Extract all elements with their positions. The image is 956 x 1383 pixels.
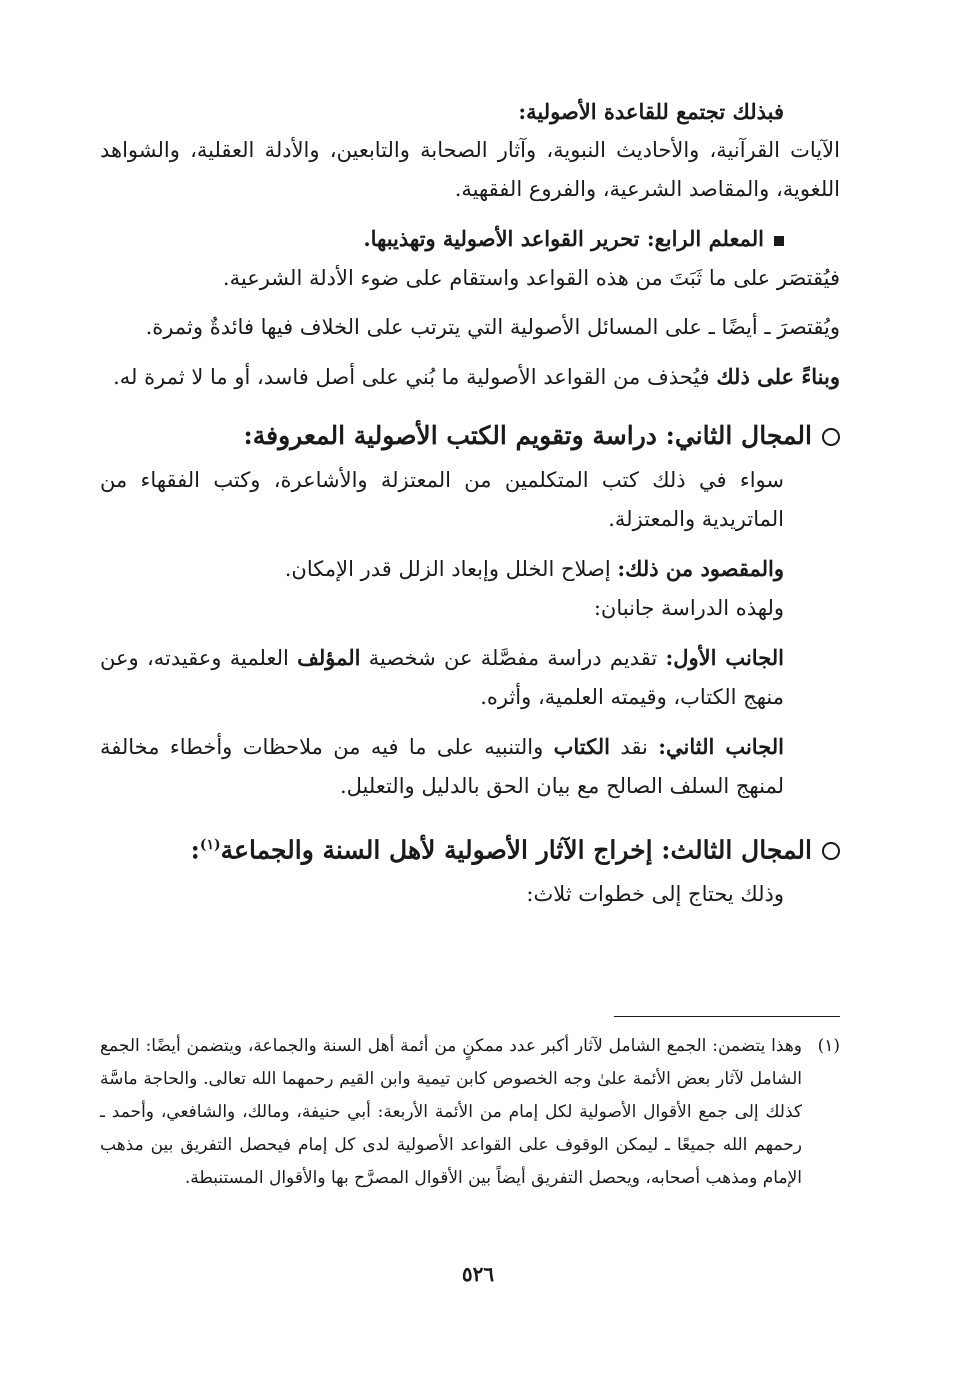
circle-bullet-icon bbox=[822, 842, 840, 860]
first-aspect-text-a: تقديم دراسة مفصَّلة عن شخصية bbox=[360, 646, 666, 670]
restrict-paragraph: فيُقتصَر على ما ثَبَتَ من هذه القواعد واستقام على ضوء الأدلة الشرعية. bbox=[222, 266, 840, 290]
sources-list-paragraph: الآيات القرآنية، والأحاديث النبوية، وآثار الصحابة والتابعين، والأدلة العقلية، والشواهد اللغوية، والمقاصد الشرعية، والفروع الفقهية. bbox=[100, 138, 840, 201]
author-bold: المؤلف bbox=[297, 645, 361, 670]
first-aspect-bold: الجانب الأول: bbox=[665, 645, 784, 670]
second-aspect-bold: الجانب الثاني: bbox=[658, 734, 784, 759]
therefore-paragraph bbox=[100, 357, 840, 397]
first-aspect-paragraph bbox=[100, 638, 840, 717]
footnote-text: وهذا يتضمن: الجمع الشامل لآثار أكبر عدد ممكنٍ من أئمة أهل السنة والجماعة، ويتضمن أيضًا: الجمع الشامل لآثار بعض الأئمة علىٰ وجه الخصوص كابن تيمية وابن القيم رحمهما الله تعالى. والحاجة ماسَّة كذلك إلى جمع الأقوال الأصولية لكل إمام من الأئمة الأربعة: أبي حنيفة، ومالك، والشافعي، وأحمد ـ رحمهم الله جميعًا ـ ليمكن الوقوف على القواعد الأصولية لدى كل إمام فيحصل التفريق بين مذهب الإمام ومذهب أصحابه، ويحصل التفريق أيضاً بين الأقوال المصرَّح بها والأقوال المستنبطة. bbox=[100, 1036, 802, 1188]
fourth-principle-heading bbox=[100, 219, 840, 259]
second-aspect-paragraph bbox=[100, 727, 840, 806]
section3-heading bbox=[100, 822, 840, 873]
section2-purpose bbox=[100, 549, 840, 589]
book-bold: الكتاب bbox=[553, 734, 610, 759]
main-text bbox=[100, 92, 840, 914]
footnote-1 bbox=[100, 1030, 840, 1195]
fourth-principle-title: المعلم الرابع: تحرير القواعد الأصولية وتهذيبها. bbox=[363, 226, 764, 251]
footnote-separator bbox=[614, 1016, 840, 1017]
therefore-text: فيُحذف من القواعد الأصولية ما بُني على أصل فاسد، أو ما لا ثمرة له. bbox=[113, 365, 717, 389]
section2-heading bbox=[100, 413, 840, 459]
footnotes bbox=[100, 1030, 840, 1195]
section3-colon: : bbox=[190, 835, 200, 865]
section2-paragraph-1: سواء في ذلك كتب المتكلمين من المعتزلة والأشاعرة، وكتب الفقهاء من الماتريدية والمعتزلة. bbox=[100, 468, 784, 531]
restrict-also-paragraph: ويُقتصرَ ـ أيضًا ـ على المسائل الأصولية التي يترتب على الخلاف فيها فائدةٌ وثمرة. bbox=[145, 315, 840, 339]
footnote-number: (١) bbox=[817, 1036, 840, 1056]
second-aspect-text-a: نقد bbox=[609, 735, 659, 759]
purpose-text: إصلاح الخلل وإبعاد الزلل قدر الإمكان. bbox=[284, 557, 618, 581]
square-bullet-icon bbox=[774, 236, 784, 246]
section2-two-aspects: ولهذه الدراسة جانبان: bbox=[593, 596, 784, 620]
section3-paragraph-1: وذلك يحتاج إلى خطوات ثلاث: bbox=[526, 882, 784, 907]
purpose-bold: والمقصود من ذلك: bbox=[617, 556, 784, 581]
circle-bullet-icon bbox=[822, 428, 840, 446]
section3-title-text: المجال الثالث: إخراج الآثار الأصولية لأهل السنة والجماعة bbox=[220, 835, 812, 865]
second-aspect-text-b: والتنبيه على ما فيه من ملاحظات وأخطاء مخالفة لمنهج السلف الصالح مع بيان الحق بالدليل والتعليل. bbox=[100, 735, 784, 798]
page-number: ٥٢٦ bbox=[461, 1262, 495, 1286]
intro-bold-line: فبذلك تجتمع للقاعدة الأصولية: bbox=[518, 99, 784, 124]
therefore-bold: وبناءً على ذلك bbox=[716, 364, 840, 389]
first-aspect-text-b: العلمية وعقيدته، وعن منهج الكتاب، وقيمته العلمية، وأثره. bbox=[100, 646, 784, 709]
section2-title: المجال الثاني: دراسة وتقويم الكتب الأصولية المعروفة: bbox=[243, 421, 812, 450]
footnote-ref: (١) bbox=[199, 837, 221, 853]
section3-title bbox=[191, 822, 812, 873]
